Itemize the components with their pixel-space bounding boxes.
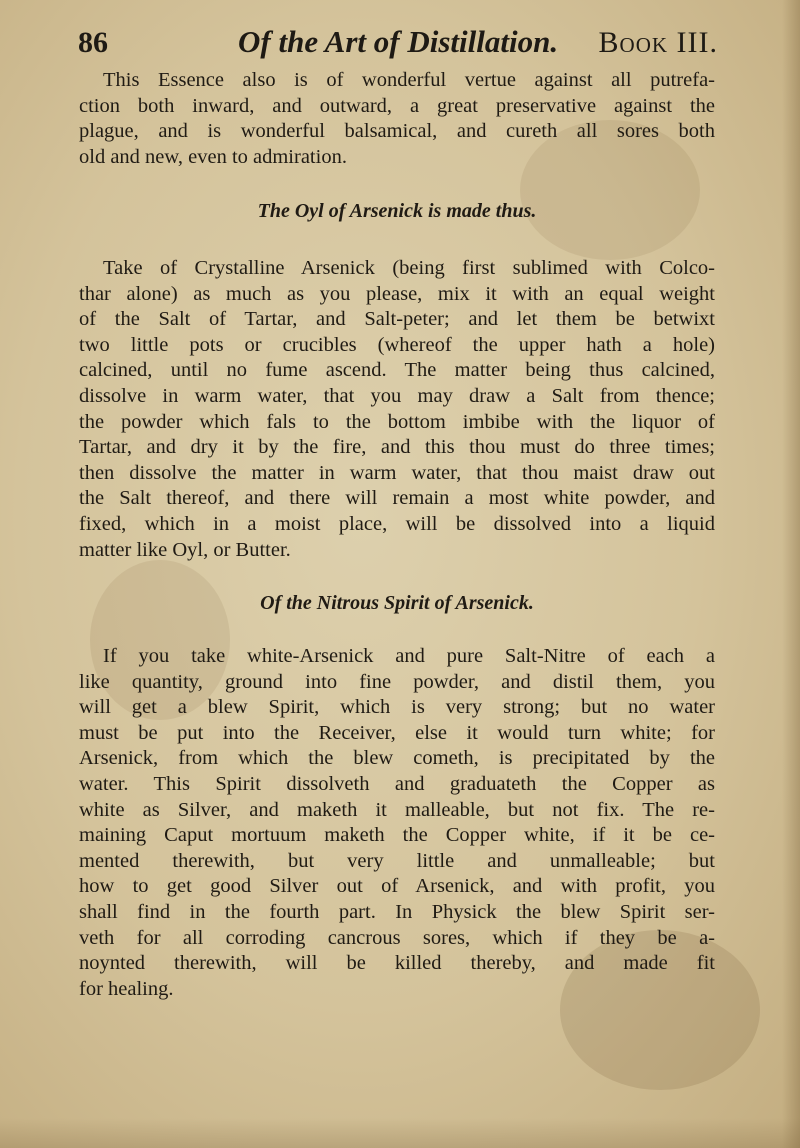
text-line: like quantity, ground into fine powder, and distil them, you — [79, 670, 715, 693]
text-line: two little pots or crucibles (whereof the upper hath a hole) — [79, 333, 715, 356]
running-header — [78, 22, 718, 66]
text-line: maining Caput mortuum maketh the Copper white, if it be ce- — [79, 824, 715, 847]
page-edge-shadow — [0, 1118, 800, 1148]
text-line: fixed, which in a moist place, will be dissolved into a liquid — [79, 512, 715, 535]
text-line: If you take white-Arsenick and pure Salt-Nitre of each a — [103, 645, 715, 667]
section-heading-oyl-of-arsenick: The Oyl of Arsenick is made thus. — [257, 200, 537, 222]
text-line: calcined, until no fume ascend. The matter being thus calcined, — [79, 359, 715, 382]
text-line: then dissolve the matter in warm water, that thou maist draw out — [79, 461, 715, 484]
text-line: Arsenick, from which the blew cometh, is precipitated by the — [79, 747, 715, 770]
text-line: This Essence also is of wonderful vertue against all putrefa- — [103, 69, 715, 91]
text-line: must be put into the Receiver, else it would turn white; for — [79, 721, 715, 744]
book-label: Book III. — [598, 26, 718, 59]
page-number: 86 — [78, 26, 108, 59]
text-line: plague, and is wonderful balsamical, and cureth all sores both — [79, 120, 715, 143]
text-line: Take of Crystalline Arsenick (being first sublimed with Colco- — [103, 257, 715, 279]
text-line: noynted therewith, will be killed thereby, and made fit — [79, 952, 715, 975]
text-line: for healing. — [79, 977, 174, 1000]
page-edge-shadow — [782, 0, 800, 1148]
text-line: ction both inward, and outward, a great preservative against the — [79, 94, 715, 117]
text-line: veth for all corroding cancrous sores, which if they be a- — [79, 926, 715, 949]
text-line: dissolve in warm water, that you may draw a Salt from thence; — [79, 384, 715, 407]
text-line: shall find in the fourth part. In Physick the blew Spirit ser- — [79, 900, 715, 923]
text-line: the powder which fals to the bottom imbibe with the liquor of — [79, 410, 715, 433]
text-line: water. This Spirit dissolveth and graduateth the Copper as — [79, 772, 715, 795]
text-line: old and new, even to admiration. — [79, 145, 347, 168]
text-line: how to get good Silver out of Arsenick, and with profit, you — [79, 875, 715, 898]
section-heading-nitrous-spirit: Of the Nitrous Spirit of Arsenick. — [260, 592, 534, 614]
text-line: thar alone) as much as you please, mix it with an equal weight — [79, 282, 715, 305]
text-line: of the Salt of Tartar, and Salt-peter; and let them be betwixt — [79, 308, 715, 331]
text-line: white as Silver, and maketh it malleable, but not fix. The re- — [79, 798, 715, 821]
text-line: mented therewith, but very little and unmalleable; but — [79, 849, 715, 872]
text-line: the Salt thereof, and there will remain a most white powder, and — [79, 487, 715, 510]
running-title: Of the Art of Distillation. — [238, 24, 559, 59]
text-line: matter like Oyl, or Butter. — [79, 538, 291, 561]
paragraph-oyl-of-arsenick — [79, 256, 715, 563]
paragraph-essence — [79, 68, 715, 170]
text-line: will get a blew Spirit, which is very strong; but no water — [79, 696, 715, 719]
text-line: Tartar, and dry it by the fire, and this thou must do three times; — [79, 436, 715, 459]
paragraph-nitrous-spirit — [79, 644, 715, 1002]
